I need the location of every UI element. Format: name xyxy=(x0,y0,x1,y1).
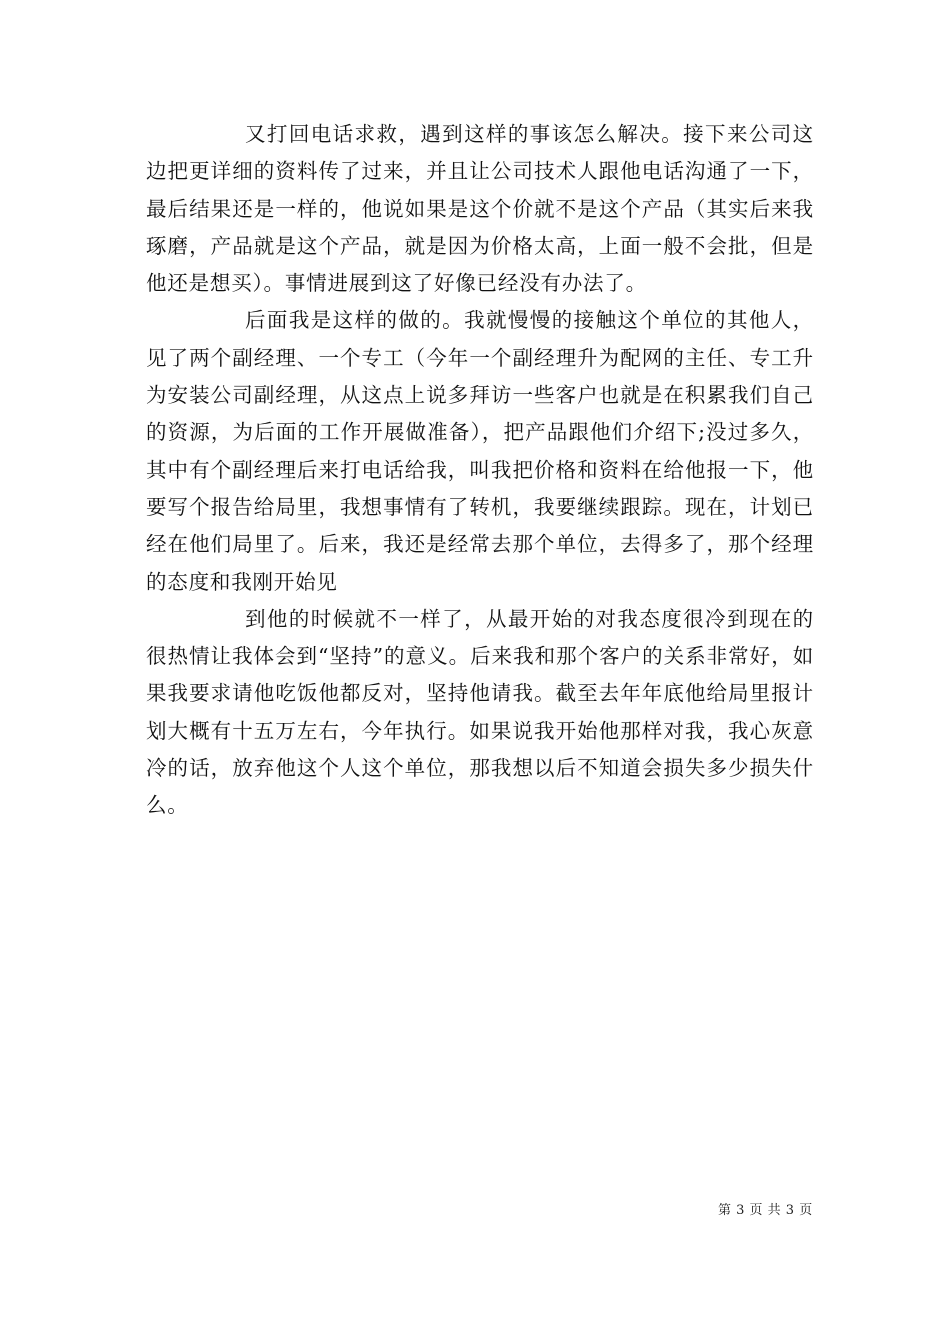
page-number-footer: 第 3 页 共 3 页 xyxy=(718,1203,813,1218)
paragraph-3: 到他的时候就不一样了，从最开始的对我态度很冷到现在的很热情让我体会到“坚持”的意义。后来我和那个客户的关系非常好，如果我要求请他吃饭他都反对，坚持他请我。截至去年年底他给局里报计划大概有十五万左右，今年执行。如果说我开始他那样对我，我心灰意冷的话，放弃他这个人这个单位，那我想以后不知道会损失多少损失什么。 xyxy=(146,606,814,818)
paragraph-2: 后面我是这样的做的。我就慢慢的接触这个单位的其他人，见了两个副经理、一个专工（今年一个副经理升为配网的主任、专工升为安装公司副经理，从这点上说多拜访一些客户也就是在积累我们自己的资源，为后面的工作开展做准备），把产品跟他们介绍下;没过多久，其中有个副经理后来打电话给我，叫我把价格和资料在给他报一下，他要写个报告给局里，我想事情有了转机，我要继续跟踪。现在，计划已经在他们局里了。后来，我还是经常去那个单位，去得多了，那个经理的态度和我刚开始见 xyxy=(146,308,814,594)
document-body xyxy=(146,116,814,825)
paragraph-1: 又打回电话求救，遇到这样的事该怎么解决。接下来公司这边把更详细的资料传了过来，并且让公司技术人跟他电话沟通了一下，最后结果还是一样的，他说如果是这个价就不是这个产品（其实后来我琢磨，产品就是这个产品，就是因为价格太高，上面一般不会批，但是他还是想买）。事情进展到这了好像已经没有办法了。 xyxy=(146,122,814,296)
